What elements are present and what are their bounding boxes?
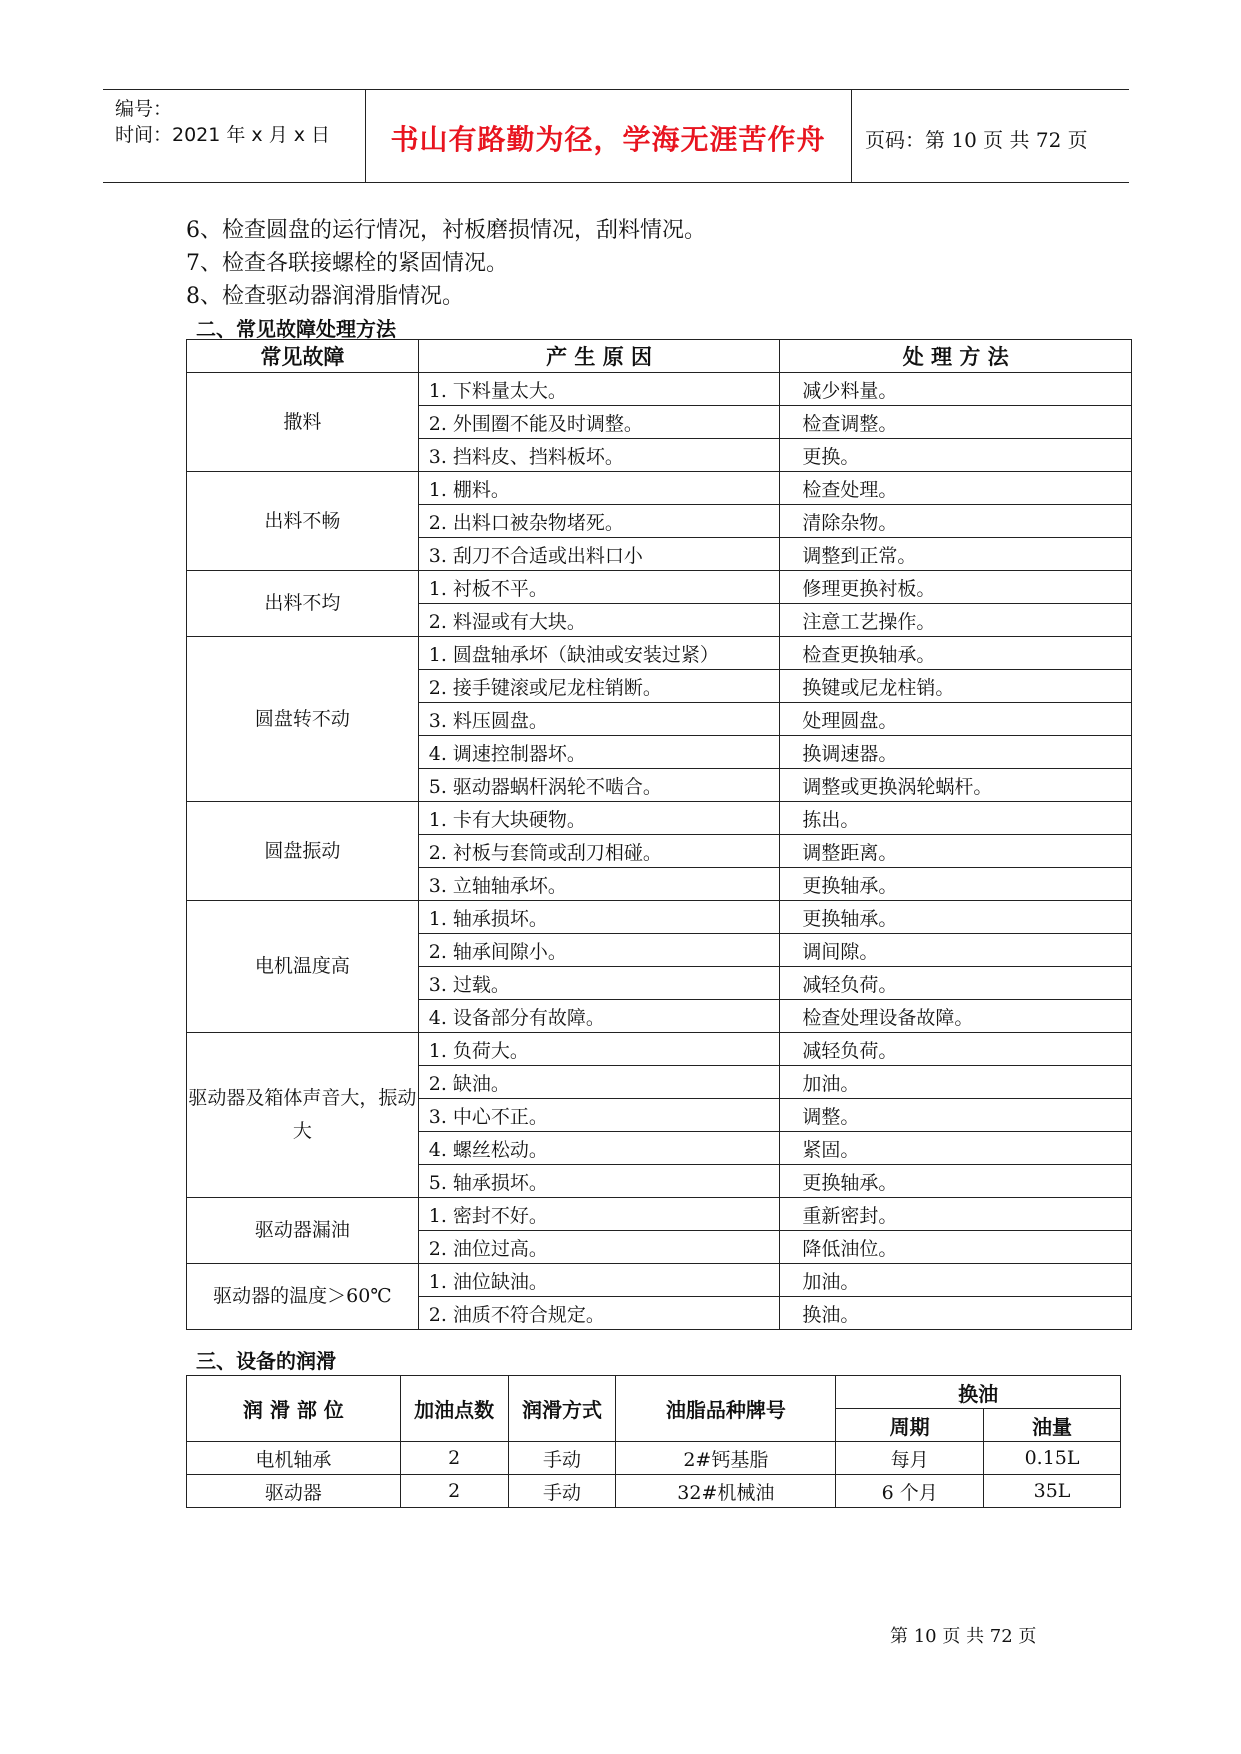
fault-method: 检查更换轴承。 [780,637,1132,670]
lube-header-points: 加油点数 [400,1376,508,1442]
fault-cause: 2. 缺油。 [418,1066,780,1099]
fault-method: 拣出。 [780,802,1132,835]
fault-table-body [187,373,1132,1330]
fault-cause: 3. 挡料皮、挡料板坏。 [418,439,780,472]
fault-cause: 1. 负荷大。 [418,1033,780,1066]
fault-name: 出料不畅 [187,472,419,571]
lube-part: 驱动器 [187,1475,401,1508]
lube-header-amount: 油量 [984,1409,1121,1442]
fault-method: 修理更换衬板。 [780,571,1132,604]
header-cause: 产 生 原 因 [418,340,780,373]
lube-table-body [187,1442,1121,1508]
fault-method: 更换轴承。 [780,1165,1132,1198]
fault-cause: 3. 料压圆盘。 [418,703,780,736]
fault-cause: 4. 螺丝松动。 [418,1132,780,1165]
lube-header-grade: 油脂品种牌号 [616,1376,836,1442]
fault-method: 降低油位。 [780,1231,1132,1264]
lube-grade: 32#机械油 [616,1475,836,1508]
fault-cause: 3. 刮刀不合适或出料口小 [418,538,780,571]
fault-cause: 1. 密封不好。 [418,1198,780,1231]
lube-grade: 2#钙基脂 [616,1442,836,1475]
intro-line-8: 8、检查驱动器润滑脂情况。 [186,284,464,309]
fault-name: 驱动器的温度＞60℃ [187,1264,419,1330]
fault-table [186,339,1132,1330]
header-fault: 常见故障 [187,340,419,373]
fault-method: 减轻负荷。 [780,967,1132,1000]
fault-method: 调整或更换涡轮蜗杆。 [780,769,1132,802]
fault-cause: 2. 外围圈不能及时调整。 [418,406,780,439]
fault-method: 注意工艺操作。 [780,604,1132,637]
fault-cause: 3. 过载。 [418,967,780,1000]
lube-amount: 35L [984,1475,1121,1508]
fault-cause: 1. 衬板不平。 [418,571,780,604]
fault-method: 检查处理设备故障。 [780,1000,1132,1033]
fault-cause: 2. 出料口被杂物堵死。 [418,505,780,538]
lube-part: 电机轴承 [187,1442,401,1475]
fault-method: 紧固。 [780,1132,1132,1165]
table-row [187,373,1132,406]
intro-line-6: 6、检查圆盘的运行情况，衬板磨损情况，刮料情况。 [186,218,706,243]
fault-cause: 2. 接手键滚或尼龙柱销断。 [418,670,780,703]
fault-cause: 1. 卡有大块硬物。 [418,802,780,835]
fault-cause: 2. 衬板与套筒或刮刀相碰。 [418,835,780,868]
table-row [187,472,1132,505]
motto: 书山有路勤为径，学海无涯苦作舟 [390,123,826,156]
fault-cause: 5. 驱动器蜗杆涡轮不啮合。 [418,769,780,802]
fault-method: 更换。 [780,439,1132,472]
fault-name: 驱动器及箱体声音大，振动大 [187,1033,419,1198]
lube-header-part: 润 滑 部 位 [187,1376,401,1442]
fault-method: 调整。 [780,1099,1132,1132]
fault-cause: 1. 下料量太大。 [418,373,780,406]
fault-cause: 2. 料湿或有大块。 [418,604,780,637]
lube-header-row-1 [187,1376,1121,1409]
lubrication-table [186,1375,1121,1508]
fault-cause: 2. 油质不符合规定。 [418,1297,780,1330]
fault-name: 驱动器漏油 [187,1198,419,1264]
fault-name: 出料不均 [187,571,419,637]
fault-name: 圆盘振动 [187,802,419,901]
fault-method: 重新密封。 [780,1198,1132,1231]
header-method: 处 理 方 法 [780,340,1132,373]
lube-period: 6 个月 [836,1475,984,1508]
header-page-cell [851,90,1129,182]
page-info: 页码：第 10 页 共 72 页 [865,128,1088,152]
lube-header-period: 周期 [836,1409,984,1442]
fault-cause: 3. 中心不正。 [418,1099,780,1132]
fault-method: 换键或尼龙柱销。 [780,670,1132,703]
fault-method: 清除杂物。 [780,505,1132,538]
fault-method: 换调速器。 [780,736,1132,769]
lube-amount: 0.15L [984,1442,1121,1475]
number-label: 编号： [115,98,173,120]
fault-method: 调间隙。 [780,934,1132,967]
table-row [187,1033,1132,1066]
fault-method: 换油。 [780,1297,1132,1330]
fault-method: 调整到正常。 [780,538,1132,571]
fault-method: 加油。 [780,1264,1132,1297]
section2-title: 二、常见故障处理方法 [196,317,396,341]
intro-line-7: 7、检查各联接螺栓的紧固情况。 [186,251,508,276]
fault-method: 更换轴承。 [780,901,1132,934]
table-row [187,1198,1132,1231]
fault-name: 撒料 [187,373,419,472]
lube-points: 2 [400,1475,508,1508]
lube-points: 2 [400,1442,508,1475]
fault-cause: 1. 轴承损坏。 [418,901,780,934]
fault-cause: 1. 棚料。 [418,472,780,505]
fault-method: 检查处理。 [780,472,1132,505]
fault-method: 更换轴承。 [780,868,1132,901]
fault-method: 检查调整。 [780,406,1132,439]
table-row [187,1264,1132,1297]
fault-cause: 4. 设备部分有故障。 [418,1000,780,1033]
fault-name: 电机温度高 [187,901,419,1033]
lube-method: 手动 [508,1475,616,1508]
lube-header-method: 润滑方式 [508,1376,616,1442]
fault-cause: 1. 油位缺油。 [418,1264,780,1297]
page-header [103,89,1129,183]
header-left-cell [103,90,366,182]
fault-method: 减轻负荷。 [780,1033,1132,1066]
table-row [187,571,1132,604]
lube-method: 手动 [508,1442,616,1475]
fault-cause: 2. 油位过高。 [418,1231,780,1264]
table-row [187,637,1132,670]
page-footer: 第 10 页 共 72 页 [890,1626,1037,1647]
fault-cause: 1. 圆盘轴承坏（缺油或安装过紧） [418,637,780,670]
header-motto-cell [365,90,852,182]
time-label: 时间：2021 年 x 月 x 日 [115,124,331,146]
table-row [187,1475,1121,1508]
lube-header-change: 换油 [836,1376,1121,1409]
table-row [187,901,1132,934]
fault-cause: 4. 调速控制器坏。 [418,736,780,769]
table-row [187,1442,1121,1475]
fault-method: 减少料量。 [780,373,1132,406]
section3-title: 三、设备的润滑 [196,1349,336,1373]
fault-name: 圆盘转不动 [187,637,419,802]
lube-period: 每月 [836,1442,984,1475]
table-row [187,802,1132,835]
fault-method: 调整距离。 [780,835,1132,868]
fault-cause: 3. 立轴轴承坏。 [418,868,780,901]
fault-method: 加油。 [780,1066,1132,1099]
fault-table-header [187,340,1132,373]
fault-cause: 5. 轴承损坏。 [418,1165,780,1198]
fault-cause: 2. 轴承间隙小。 [418,934,780,967]
fault-method: 处理圆盘。 [780,703,1132,736]
